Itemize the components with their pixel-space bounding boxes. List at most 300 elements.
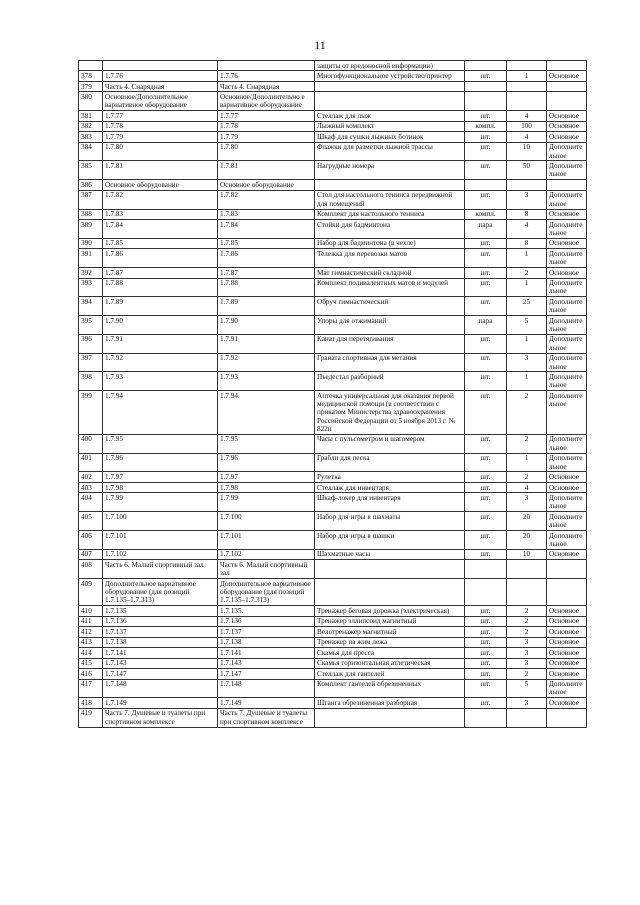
quantity-cell: 4 [507,482,547,492]
row-number-cell: 381 [79,111,103,121]
equipment-type-cell: Основное [547,549,587,559]
item-name-cell: Граната спортивная для метания [315,353,465,372]
row-number-cell: 387 [79,190,103,209]
code-cell: 1.7.101 [103,530,218,549]
code-alt-cell: Часть 4. Снарядная [218,81,315,91]
equipment-type-cell: Дополнительное [547,493,587,512]
table-body [79,61,587,728]
quantity-cell: 3 [507,637,547,647]
quantity-cell [507,180,547,190]
code-alt-cell: 1.7.92 [218,353,315,372]
quantity-cell: 10 [507,549,547,559]
unit-cell [465,61,507,71]
code-alt-cell: 1.7.93 [218,372,315,391]
table-row [79,334,587,353]
equipment-type-cell: Дополнительное [547,334,587,353]
item-name-cell [315,92,465,111]
code-alt-cell: 1.7.135. [218,606,315,616]
equipment-type-cell: Основное [547,482,587,492]
equipment-type-cell: Основное [547,606,587,616]
table-row [79,482,587,492]
item-name-cell: Рулетка [315,472,465,482]
row-number-cell: 386 [79,180,103,190]
code-cell [103,61,218,71]
equipment-type-cell [547,180,587,190]
equipment-type-cell: Основное [547,472,587,482]
unit-cell: шт. [465,669,507,679]
unit-cell: шт. [465,616,507,626]
item-name-cell: Велотренажер магнитный [315,627,465,637]
table-row [79,512,587,531]
code-alt-cell: Дополнительное вариативное оборудование (для позиций 1.7.135–1.7.313) [218,579,315,606]
row-number-cell: 411 [79,616,103,626]
row-number-cell: 401 [79,453,103,472]
row-number-cell: 404 [79,493,103,512]
unit-cell: шт. [465,549,507,559]
row-number-cell: 415 [79,658,103,668]
equipment-type-cell [547,61,587,71]
unit-cell: шт. [465,698,507,708]
table-row [79,132,587,142]
row-number-cell: 393 [79,278,103,297]
equipment-type-cell: Дополнительное [547,679,587,698]
quantity-cell: 50 [507,161,547,180]
item-name-cell: Стол для настольного тенниса передвижной для помещений [315,190,465,209]
code-alt-cell: 1.7.94. [218,391,315,435]
row-number-cell: 403 [79,482,103,492]
item-name-cell: Набор для игры в шашки [315,530,465,549]
equipment-type-cell: Дополнительное [547,391,587,435]
table-row [79,658,587,668]
equipment-table [78,60,587,728]
unit-cell: шт. [465,278,507,297]
unit-cell [465,180,507,190]
equipment-type-cell: Дополнительное [547,249,587,268]
code-alt-cell [218,61,315,71]
unit-cell: шт. [465,482,507,492]
code-cell: Основное оборудование [103,180,218,190]
item-name-cell: Аптечка универсальная для оказания первой медицинской помощи (в соответствии с приказом Министерства здравоохранения Российской Федерации от 5 ноября 2013 г. № 822н [315,391,465,435]
table-row [79,530,587,549]
unit-cell: шт. [465,658,507,668]
code-cell: 1.7.99 [103,493,218,512]
quantity-cell: 2 [507,669,547,679]
code-cell: 1.7.147 [103,669,218,679]
code-alt-cell: 1.7.148 [218,679,315,698]
item-name-cell: Комплект для настольного тенниса [315,209,465,219]
unit-cell: шт. [465,530,507,549]
quantity-cell: 2 [507,627,547,637]
unit-cell [465,708,507,727]
code-alt-cell: 1.7.77 [218,111,315,121]
equipment-type-cell: Дополнительное [547,220,587,239]
row-number-cell: 412 [79,627,103,637]
code-alt-cell: Часть 7. Душевые и туалеты при спортивном комплексе [218,708,315,727]
item-name-cell: Стеллаж для инвентаря [315,482,465,492]
quantity-cell [507,708,547,727]
item-name-cell: Тренажер беговая дорожка (электрическая) [315,606,465,616]
item-name-cell: Нагрудные номера [315,161,465,180]
row-number-cell: 383 [79,132,103,142]
code-cell: 1.7.89 [103,297,218,316]
unit-cell: компл. [465,209,507,219]
code-alt-cell: 1.7.84 [218,220,315,239]
row-number-cell: 394 [79,297,103,316]
row-number-cell: 402 [79,472,103,482]
quantity-cell: 5 [507,316,547,335]
row-number-cell: 407 [79,549,103,559]
table-row [79,190,587,209]
row-number-cell: 398 [79,372,103,391]
code-cell: 1.7.149 [103,698,218,708]
unit-cell: шт. [465,161,507,180]
equipment-type-cell: Основное [547,121,587,131]
equipment-type-cell: Основное [547,209,587,219]
row-number-cell: 409 [79,579,103,606]
equipment-type-cell: Основное [547,669,587,679]
table-row [79,579,587,606]
code-alt-cell: 1.7.143 [218,658,315,668]
item-name-cell: Стеллаж для лыж [315,111,465,121]
table-row [79,453,587,472]
item-name-cell: Тележка для перевозки матов [315,249,465,268]
row-number-cell: 389 [79,220,103,239]
item-name-cell [315,579,465,606]
item-name-cell: Скамья горизонтальная атлетическая [315,658,465,668]
code-cell: 1.7.79 [103,132,218,142]
item-name-cell: Часы с пульсометром и шагомером [315,434,465,453]
unit-cell: шт. [465,142,507,161]
item-name-cell [315,81,465,91]
table-row [79,493,587,512]
quantity-cell: 8 [507,209,547,219]
equipment-type-cell: Дополнительное [547,530,587,549]
code-cell: 1.7.76 [103,71,218,81]
table-row [79,61,587,71]
code-cell: 1.7.90 [103,316,218,335]
table-row [79,648,587,658]
unit-cell: компл. [465,121,507,131]
code-cell: Часть 6. Малый спортивный зал [103,560,218,579]
table-row [79,161,587,180]
equipment-type-cell: Дополнительное [547,512,587,531]
item-name-cell: Комплект поливалентных матов и модулей [315,278,465,297]
code-alt-cell: 1.7.83 [218,209,315,219]
quantity-cell: 8 [507,238,547,248]
quantity-cell: 1 [507,278,547,297]
unit-cell: шт. [465,648,507,658]
table-row [79,121,587,131]
code-alt-cell: 1.7.90 [218,316,315,335]
equipment-type-cell: Дополнительное [547,142,587,161]
row-number-cell: 416 [79,669,103,679]
equipment-type-cell: Основное [547,698,587,708]
item-name-cell: Штанга обрезиненная разборная [315,698,465,708]
equipment-type-cell [547,708,587,727]
item-name-cell: защиты от вредоносной информации) [315,61,465,71]
unit-cell: шт. [465,493,507,512]
code-cell: 1.7.80 [103,142,218,161]
code-cell: 1.7.77 [103,111,218,121]
unit-cell [465,579,507,606]
row-number-cell: 380 [79,92,103,111]
equipment-type-cell: Основное [547,132,587,142]
unit-cell: шт. [465,679,507,698]
quantity-cell [507,560,547,579]
equipment-type-cell: Основное [547,627,587,637]
quantity-cell: 1 [507,453,547,472]
equipment-type-cell: Основное [547,238,587,248]
code-cell: 1.7.93 [103,372,218,391]
row-number-cell: 384 [79,142,103,161]
row-number-cell: 419 [79,708,103,727]
row-number-cell: 379 [79,81,103,91]
unit-cell: шт. [465,190,507,209]
unit-cell: шт. [465,353,507,372]
unit-cell [465,81,507,91]
quantity-cell: 4 [507,132,547,142]
equipment-type-cell: Дополнительное [547,353,587,372]
code-cell: 1.7.100 [103,512,218,531]
unit-cell: шт. [465,132,507,142]
row-number-cell: 385 [79,161,103,180]
table-row [79,679,587,698]
equipment-type-cell: Дополнительное [547,372,587,391]
unit-cell: шт. [465,334,507,353]
item-name-cell: Тренажер эллипсоид магнитный [315,616,465,626]
unit-cell: шт. [465,268,507,278]
quantity-cell [507,81,547,91]
table-row [79,81,587,91]
code-alt-cell: 1.7.101 [218,530,315,549]
item-name-cell: Шкаф для сушки лыжных ботинок [315,132,465,142]
unit-cell: шт. [465,238,507,248]
code-cell: 1.7.82 [103,190,218,209]
table-row [79,268,587,278]
quantity-cell: 3 [507,190,547,209]
row-number-cell: 414 [79,648,103,658]
code-cell: 1.7.95 [103,434,218,453]
code-cell: 1.7.83 [103,209,218,219]
code-alt-cell: 1.7.147 [218,669,315,679]
table-row [79,353,587,372]
quantity-cell [507,92,547,111]
table-row [79,278,587,297]
equipment-type-cell [547,81,587,91]
code-cell: Дополнительное вариативное оборудование (для позиций 1.7.135–1.7.313) [103,579,218,606]
unit-cell [465,92,507,111]
quantity-cell: 2 [507,268,547,278]
table-row [79,297,587,316]
unit-cell: пара [465,220,507,239]
row-number-cell: 382 [79,121,103,131]
equipment-type-cell: Дополнительное [547,278,587,297]
quantity-cell: 3 [507,698,547,708]
equipment-type-cell [547,579,587,606]
unit-cell: шт. [465,627,507,637]
unit-cell: шт. [465,111,507,121]
quantity-cell: 1 [507,372,547,391]
code-alt-cell: 1.7.89 [218,297,315,316]
equipment-type-cell: Основное [547,658,587,668]
quantity-cell: 3 [507,353,547,372]
quantity-cell: 2 [507,606,547,616]
code-cell: 1.7.86 [103,249,218,268]
quantity-cell [507,61,547,71]
quantity-cell: 2 [507,472,547,482]
item-name-cell: Упоры для отжиманий [315,316,465,335]
equipment-type-cell: Основное [547,71,587,81]
code-cell: 1.7.148 [103,679,218,698]
item-name-cell: Комплект гантелей обрезиненных [315,679,465,698]
code-alt-cell: Основное оборудование [218,180,315,190]
code-alt-cell: 1.7.79 [218,132,315,142]
equipment-type-cell: Основное [547,648,587,658]
code-alt-cell: 1.7.91 [218,334,315,353]
equipment-type-cell: Дополнительное [547,434,587,453]
item-name-cell: Многофункциональное устройство/принтер [315,71,465,81]
row-number-cell: 400 [79,434,103,453]
item-name-cell: Пьедестал разборный [315,372,465,391]
unit-cell: шт. [465,512,507,531]
table-row [79,472,587,482]
code-alt-cell: 1.7.137 [218,627,315,637]
quantity-cell: 1 [507,249,547,268]
item-name-cell: Канат для перетягивания [315,334,465,353]
code-cell: 1.7.78 [103,121,218,131]
code-cell: 1.7.136 [103,616,218,626]
item-name-cell: Флажки для разметки лыжной трассы [315,142,465,161]
unit-cell [465,560,507,579]
table-row [79,698,587,708]
equipment-type-cell: Основное [547,637,587,647]
equipment-type-cell: Дополнительное [547,297,587,316]
code-cell: 1.7.92 [103,353,218,372]
table-row [79,372,587,391]
quantity-cell: 2 [507,434,547,453]
code-alt-cell: 1.7.81 [218,161,315,180]
unit-cell: шт. [465,249,507,268]
code-alt-cell: 1.7.80 [218,142,315,161]
item-name-cell: Обруч гимнастический [315,297,465,316]
item-name-cell: Набор для игры в шахматы [315,512,465,531]
code-cell: 1.7.141 [103,648,218,658]
item-name-cell: Стеллаж для гантелей [315,669,465,679]
code-alt-cell: 1.7.138 [218,637,315,647]
item-name-cell [315,708,465,727]
quantity-cell: 3 [507,648,547,658]
equipment-type-cell [547,92,587,111]
code-alt-cell: 1.7.136 [218,616,315,626]
row-number-cell: 413 [79,637,103,647]
quantity-cell: 20 [507,512,547,531]
table-row [79,708,587,727]
table-row [79,316,587,335]
code-alt-cell: 1.7.88 [218,278,315,297]
table-row [79,549,587,559]
item-name-cell [315,180,465,190]
equipment-type-cell: Основное [547,111,587,121]
code-cell: 1.7.135 [103,606,218,616]
table-row [79,434,587,453]
row-number-cell: 391 [79,249,103,268]
table-row [79,616,587,626]
table-row [79,627,587,637]
table-row [79,92,587,111]
equipment-type-cell: Дополнительное [547,316,587,335]
table-row [79,71,587,81]
code-cell: 1.7.98 [103,482,218,492]
code-alt-cell: 1.7.86 [218,249,315,268]
unit-cell: шт. [465,71,507,81]
row-number-cell: 410 [79,606,103,616]
row-number-cell: 395 [79,316,103,335]
unit-cell: шт. [465,472,507,482]
row-number-cell [79,61,103,71]
code-alt-cell: 1.7.98 [218,482,315,492]
code-cell: 1.7.138 [103,637,218,647]
row-number-cell: 408 [79,560,103,579]
quantity-cell: 1 [507,71,547,81]
code-cell: 1.7.85 [103,238,218,248]
unit-cell: шт. [465,606,507,616]
item-name-cell: Шахматные часы [315,549,465,559]
row-number-cell: 378 [79,71,103,81]
code-cell: 1.7.97 [103,472,218,482]
code-cell: Часть 7. Душевые и туалеты при спортивном комплексе [103,708,218,727]
code-cell: 1.7.94 [103,391,218,435]
code-alt-cell: Основное/Дополнительно е вариативное оборудование [218,92,315,111]
table-row [79,142,587,161]
row-number-cell: 418 [79,698,103,708]
quantity-cell: 10 [507,142,547,161]
quantity-cell: 3 [507,493,547,512]
item-name-cell: Грабли для песка [315,453,465,472]
code-alt-cell: 1.7.97 [218,472,315,482]
unit-cell: шт. [465,372,507,391]
table-row [79,669,587,679]
table-row [79,391,587,435]
code-alt-cell: 1.7.141 [218,648,315,658]
item-name-cell: Шкаф-локер для инвентаря [315,493,465,512]
table-row [79,238,587,248]
code-cell: 1.7.102 [103,549,218,559]
row-number-cell: 397 [79,353,103,372]
quantity-cell: 2 [507,616,547,626]
item-name-cell: Тренажер на жим лежа [315,637,465,647]
quantity-cell [507,579,547,606]
table-row [79,560,587,579]
code-alt-cell: Часть 6. Малый спортивный зал [218,560,315,579]
equipment-type-cell: Основное [547,616,587,626]
item-name-cell: Мат гимнастический складной [315,268,465,278]
table-row [79,209,587,219]
unit-cell: шт. [465,637,507,647]
quantity-cell: 5 [507,679,547,698]
row-number-cell: 388 [79,209,103,219]
item-name-cell: Лыжный комплект [315,121,465,131]
code-alt-cell: 1.7.82 [218,190,315,209]
row-number-cell: 417 [79,679,103,698]
table-row [79,606,587,616]
item-name-cell: Стойки для бадминтона [315,220,465,239]
table-row [79,220,587,239]
quantity-cell: 4 [507,220,547,239]
unit-cell: пара [465,316,507,335]
row-number-cell: 392 [79,268,103,278]
item-name-cell [315,560,465,579]
code-cell: 1.7.81 [103,161,218,180]
